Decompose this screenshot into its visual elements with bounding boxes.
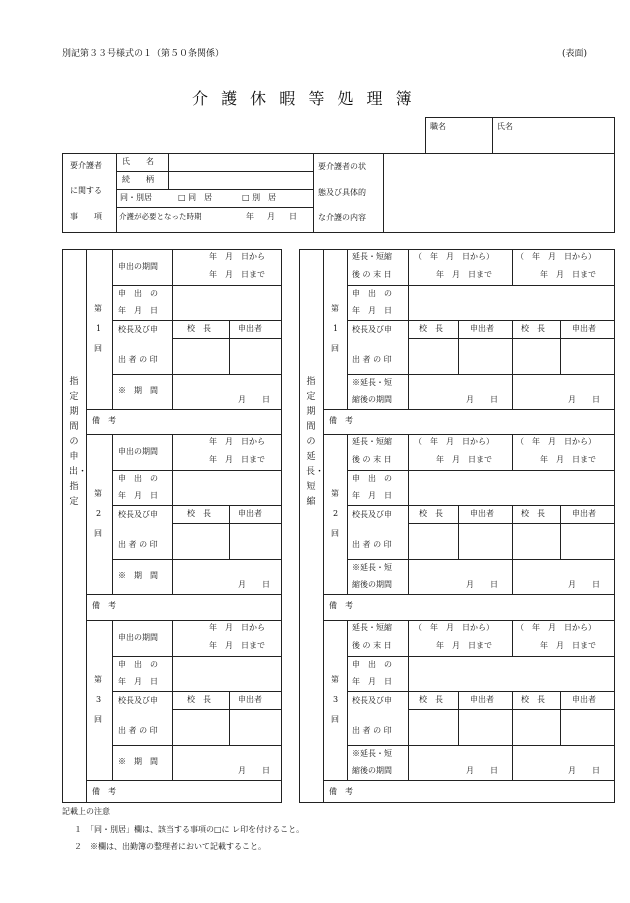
seal-label-a: 校長及び申 xyxy=(352,325,392,334)
application-date-field[interactable] xyxy=(409,286,614,319)
period-to[interactable]: 年 月 日まで xyxy=(209,270,265,279)
side-label: (表面) xyxy=(562,49,588,59)
seal-label-a: 校長及び申 xyxy=(118,696,158,705)
principal-seal-field[interactable] xyxy=(173,339,228,373)
round-1-b: 回 xyxy=(331,344,339,353)
relation-label: 続 柄 xyxy=(122,175,154,184)
round-2-b: 回 xyxy=(94,529,102,538)
principal-label: 校 長 xyxy=(187,509,211,518)
seal-label-a: 校長及び申 xyxy=(352,696,392,705)
date-label-a: 申 出 の xyxy=(118,474,158,483)
round-2-a: 第 xyxy=(331,489,339,498)
applicant-seal-field[interactable] xyxy=(230,710,281,744)
seal-field[interactable] xyxy=(409,524,614,558)
seal-label-a: 校長及び申 xyxy=(118,325,158,334)
relation-field[interactable] xyxy=(169,172,312,188)
ext-from-1[interactable]: （ 年 月 日から） xyxy=(414,437,494,446)
seal-label-a: 校長及び申 xyxy=(352,510,392,519)
cohabit-same-checkbox[interactable]: □ 同 居 xyxy=(178,193,213,202)
post-label: 職名 xyxy=(430,122,446,131)
round-3-number: 3 xyxy=(96,695,102,704)
star-ext-label-b: 縮後の期間 xyxy=(352,395,392,404)
period-from[interactable]: 年 月 日から xyxy=(209,623,265,632)
notes-label: 備 考 xyxy=(329,601,353,610)
applicant-label: 申出者 xyxy=(572,695,596,704)
period-label: 申出の期間 xyxy=(118,447,158,456)
principal-label: 校 長 xyxy=(521,324,545,333)
form-reference: 別記第３３号様式の１（第５０条関係） xyxy=(62,49,225,59)
principal-label: 校 長 xyxy=(187,695,211,704)
ext-to-2[interactable]: 年 月 日まで xyxy=(540,455,596,464)
footer-note-2: ２ ※欄は、出勤簿の整理者において記載すること。 xyxy=(74,842,266,851)
applicant-label: 申出者 xyxy=(470,324,494,333)
group-label-2: に関する xyxy=(70,186,102,195)
round-3-b: 回 xyxy=(94,715,102,724)
footer-title: 記載上の注意 xyxy=(62,807,110,816)
star-period-label: ※ 期 間 xyxy=(118,386,158,395)
application-date-field[interactable] xyxy=(409,471,614,504)
star-period-label: ※ 期 間 xyxy=(118,571,158,580)
seal-field[interactable] xyxy=(409,710,614,744)
period-to[interactable]: 年 月 日まで xyxy=(209,455,265,464)
principal-label: 校 長 xyxy=(419,324,443,333)
round-1-a: 第 xyxy=(331,304,339,313)
name-label: 氏名 xyxy=(497,122,513,131)
round-1-number: 1 xyxy=(96,324,102,333)
round-2-number: 2 xyxy=(333,509,339,518)
status-label-3: な介護の内容 xyxy=(318,213,366,222)
period-to[interactable]: 年 月 日まで xyxy=(209,641,265,650)
ext-label-a: 延長・短縮 xyxy=(352,623,392,632)
ext-from-1[interactable]: （ 年 月 日から） xyxy=(414,623,494,632)
seal-label-b: 出 者 の 印 xyxy=(118,540,158,549)
group-label-3: 事 項 xyxy=(70,212,102,221)
needed-time-label: 介護が必要となった時期 xyxy=(119,212,202,221)
principal-seal-field[interactable] xyxy=(173,524,228,558)
notes-label: 備 考 xyxy=(92,601,116,610)
principal-label: 校 長 xyxy=(419,695,443,704)
ext-to-1[interactable]: 年 月 日まで xyxy=(436,270,492,279)
notes-label: 備 考 xyxy=(92,416,116,425)
star-ext-label-a: ※延長・短 xyxy=(352,749,392,758)
name-field[interactable] xyxy=(169,154,312,170)
round-3-a: 第 xyxy=(94,675,102,684)
star-ext-md-1[interactable]: 月 日 xyxy=(466,766,498,775)
application-date-field[interactable] xyxy=(173,657,281,690)
ext-label-a: 延長・短縮 xyxy=(352,252,392,261)
notes-label: 備 考 xyxy=(329,416,353,425)
seal-label-b: 出 者 の 印 xyxy=(352,726,392,735)
applicant-seal-field[interactable] xyxy=(230,524,281,558)
needed-month: 月 xyxy=(267,212,275,221)
ext-to-1[interactable]: 年 月 日まで xyxy=(436,455,492,464)
ext-to-2[interactable]: 年 月 日まで xyxy=(540,641,596,650)
status-label-1: 要介護者の状 xyxy=(318,162,366,171)
period-label: 申出の期間 xyxy=(118,262,158,271)
group-label-1: 要介護者 xyxy=(70,161,102,170)
date-label-a: 申 出 の xyxy=(352,474,392,483)
applicant-label: 申出者 xyxy=(238,695,262,704)
application-date-field[interactable] xyxy=(173,471,281,504)
applicant-label: 申出者 xyxy=(238,324,262,333)
date-label-b: 年 月 日 xyxy=(352,491,392,500)
status-label-2: 態及び具体的 xyxy=(318,188,366,197)
extension-vertical-label: 指定期間の延長・短縮 xyxy=(306,377,325,507)
date-label-b: 年 月 日 xyxy=(352,677,392,686)
date-label-a: 申 出 の xyxy=(352,289,392,298)
applicant-label: 申出者 xyxy=(470,509,494,518)
seal-label-b: 出 者 の 印 xyxy=(352,355,392,364)
round-2-b: 回 xyxy=(331,529,339,538)
date-label-b: 年 月 日 xyxy=(118,677,158,686)
principal-label: 校 長 xyxy=(521,509,545,518)
ext-from-2[interactable]: （ 年 月 日から） xyxy=(516,623,596,632)
round-3-number: 3 xyxy=(333,695,339,704)
date-label-a: 申 出 の xyxy=(118,289,158,298)
cohabit-label: 同・別居 xyxy=(120,193,152,202)
period-from[interactable]: 年 月 日から xyxy=(209,252,265,261)
status-field[interactable] xyxy=(384,154,614,232)
ext-to-2[interactable]: 年 月 日まで xyxy=(540,270,596,279)
star-ext-md-2[interactable]: 月 日 xyxy=(568,766,600,775)
footer-note-1: １ 「同・別居」欄は、該当する事項の□に レ印を付けること。 xyxy=(74,825,305,834)
ext-from-2[interactable]: （ 年 月 日から） xyxy=(516,437,596,446)
needed-day: 日 xyxy=(289,212,297,221)
star-period-label: ※ 期 間 xyxy=(118,757,158,766)
needed-year: 年 xyxy=(246,212,254,221)
ext-label-b: 後 の 末 日 xyxy=(352,641,392,650)
cohabit-separate-checkbox[interactable]: □ 別 居 xyxy=(242,193,277,202)
notes-label: 備 考 xyxy=(92,787,116,796)
star-ext-label-b: 縮後の期間 xyxy=(352,766,392,775)
applicant-label: 申出者 xyxy=(470,695,494,704)
round-1-b: 回 xyxy=(94,344,102,353)
applicant-label: 申出者 xyxy=(572,324,596,333)
round-2-number: 2 xyxy=(96,509,102,518)
seal-label-a: 校長及び申 xyxy=(118,510,158,519)
principal-label: 校 長 xyxy=(521,695,545,704)
seal-field[interactable] xyxy=(409,339,614,373)
star-ext-md-1[interactable]: 月 日 xyxy=(466,580,498,589)
date-label-a: 申 出 の xyxy=(352,660,392,669)
seal-label-b: 出 者 の 印 xyxy=(118,726,158,735)
star-ext-label-b: 縮後の期間 xyxy=(352,580,392,589)
round-3-b: 回 xyxy=(331,715,339,724)
application-date-field[interactable] xyxy=(173,286,281,319)
round-2-a: 第 xyxy=(94,489,102,498)
round-1-number: 1 xyxy=(333,324,339,333)
star-ext-md-1[interactable]: 月 日 xyxy=(466,395,498,404)
seal-label-b: 出 者 の 印 xyxy=(118,355,158,364)
ext-from-2[interactable]: （ 年 月 日から） xyxy=(516,252,596,261)
ext-to-1[interactable]: 年 月 日まで xyxy=(436,641,492,650)
ext-from-1[interactable]: （ 年 月 日から） xyxy=(414,252,494,261)
round-1-a: 第 xyxy=(94,304,102,313)
page-title: 介 護 休 暇 等 処 理 簿 xyxy=(192,89,416,108)
period-label: 申出の期間 xyxy=(118,633,158,642)
date-label-b: 年 月 日 xyxy=(118,491,158,500)
notes-label: 備 考 xyxy=(329,787,353,796)
star-ext-md-2[interactable]: 月 日 xyxy=(568,580,600,589)
ext-label-a: 延長・短縮 xyxy=(352,437,392,446)
ext-label-b: 後 の 末 日 xyxy=(352,455,392,464)
round-3-a: 第 xyxy=(331,675,339,684)
seal-label-b: 出 者 の 印 xyxy=(352,540,392,549)
period-from[interactable]: 年 月 日から xyxy=(209,437,265,446)
star-ext-label-a: ※延長・短 xyxy=(352,378,392,387)
principal-label: 校 長 xyxy=(187,324,211,333)
star-period-md[interactable]: 月 日 xyxy=(238,580,270,589)
date-label-b: 年 月 日 xyxy=(352,306,392,315)
designation-vertical-label: 指定期間の申出・指定 xyxy=(69,377,88,507)
star-ext-md-2[interactable]: 月 日 xyxy=(568,395,600,404)
applicant-label: 申出者 xyxy=(572,509,596,518)
principal-seal-field[interactable] xyxy=(173,710,228,744)
star-period-md[interactable]: 月 日 xyxy=(238,395,270,404)
date-label-a: 申 出 の xyxy=(118,660,158,669)
application-date-field[interactable] xyxy=(409,657,614,690)
name-field-label: 氏 名 xyxy=(122,157,154,166)
applicant-label: 申出者 xyxy=(238,509,262,518)
star-period-md[interactable]: 月 日 xyxy=(238,766,270,775)
applicant-seal-field[interactable] xyxy=(230,339,281,373)
date-label-b: 年 月 日 xyxy=(118,306,158,315)
star-ext-label-a: ※延長・短 xyxy=(352,563,392,572)
ext-label-b: 後 の 末 日 xyxy=(352,270,392,279)
principal-label: 校 長 xyxy=(419,509,443,518)
